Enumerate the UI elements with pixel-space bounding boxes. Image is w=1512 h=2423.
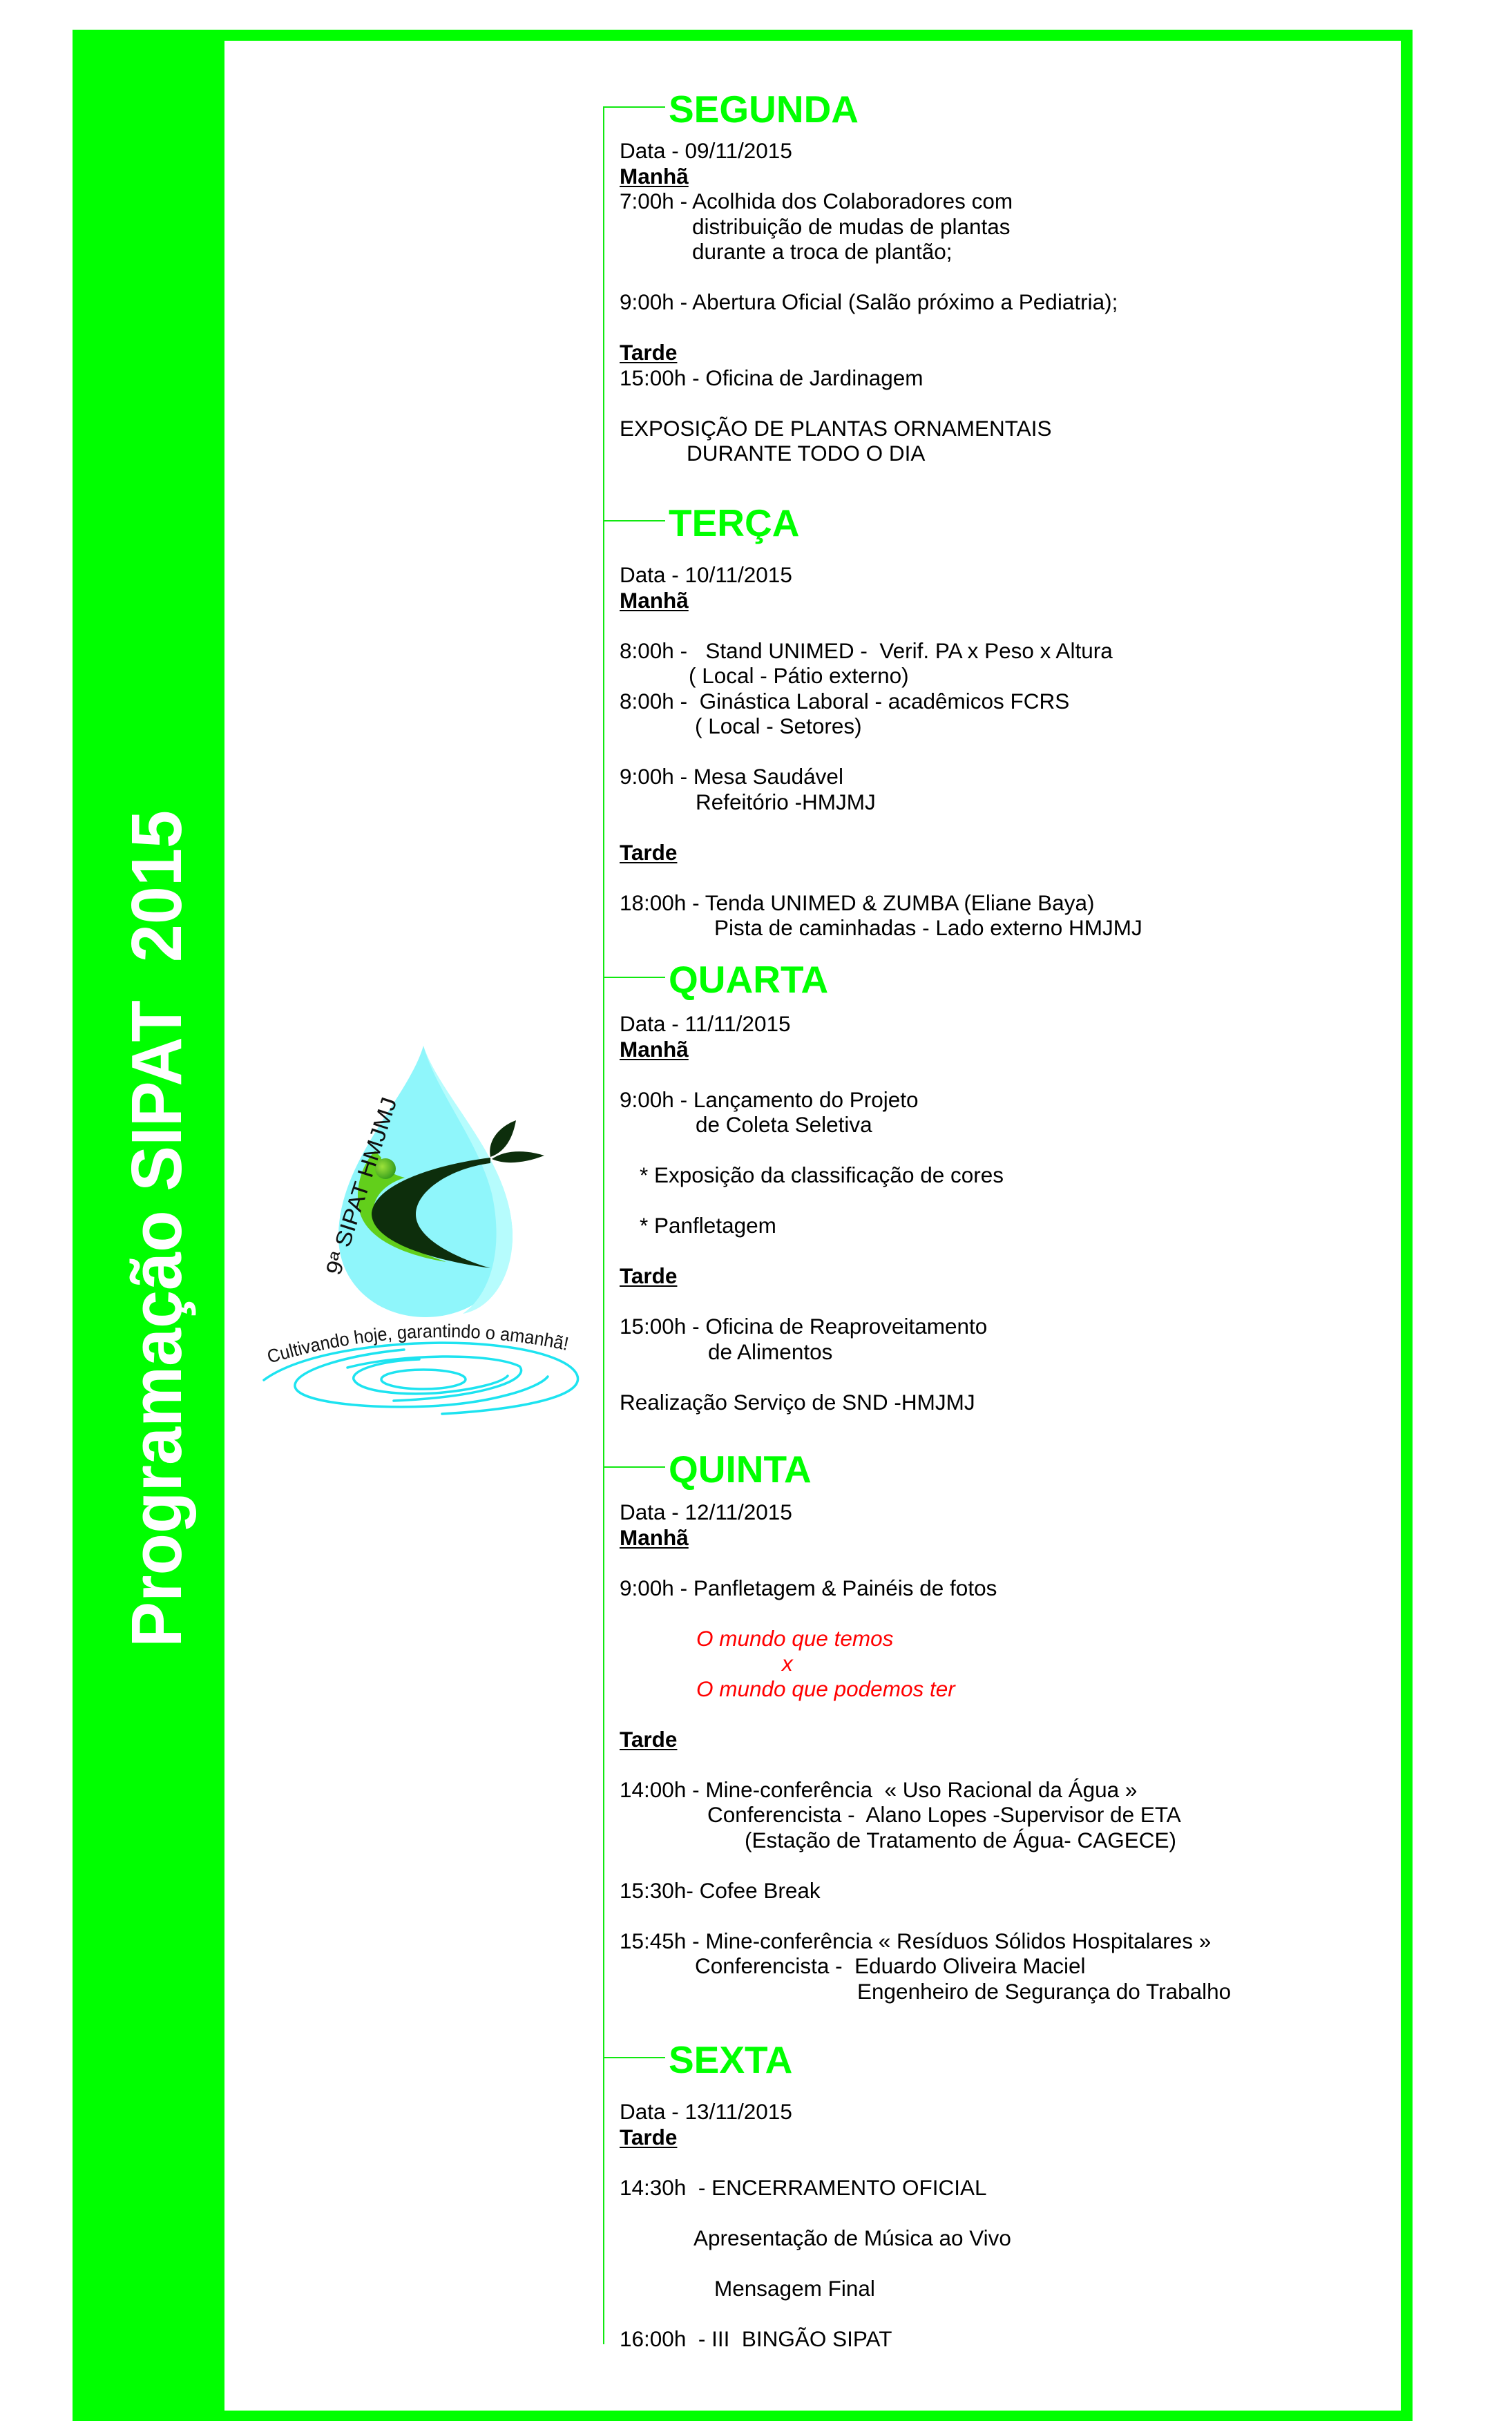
date-line: Data - 11/11/2015 — [620, 1011, 791, 1036]
spacer — [620, 265, 1393, 290]
spacer — [620, 1903, 1393, 1928]
timeline-stub-sexta — [603, 2057, 665, 2058]
vertical-title: Programação SIPAT 2015 — [117, 776, 196, 1647]
highlight-text: O mundo que temos — [696, 1625, 894, 1651]
highlight-text: O mundo que podemos ter — [696, 1676, 955, 1701]
speaker-line: Conferencista - Eduardo Oliveira Maciel — [695, 1953, 1086, 1978]
schedule-item: 7:00h - Acolhida dos Colaboradores com — [620, 189, 1013, 213]
spacer — [620, 1138, 1393, 1163]
day-section-quinta — [620, 1500, 1393, 2004]
period-label-morning: Manhã — [620, 587, 689, 613]
day-section-sexta — [620, 2099, 1393, 2351]
schedule-item: 14:00h - Mine-conferência « Uso Racional da Água » — [620, 1776, 1138, 1802]
spacer — [620, 1062, 1393, 1087]
date-line: Data - 09/11/2015 — [620, 138, 792, 163]
day-heading-quinta: QUINTA — [669, 1448, 812, 1491]
period-label-afternoon: Tarde — [620, 839, 678, 865]
speaker-line: Conferencista - Alano Lopes -Supervisor de ETA — [707, 1802, 1181, 1827]
logo-edition-text: 9ª SIPAT HMJMJ — [320, 1110, 396, 1278]
bullet-item: * Exposição da classificação de cores — [640, 1162, 1004, 1187]
spacer — [620, 613, 1393, 638]
period-label-morning: Manhã — [620, 163, 689, 189]
period-label-afternoon: Tarde — [620, 1726, 678, 1752]
schedule-item: 9:00h - Abertura Oficial (Salão próximo a Pediatria); — [620, 289, 1118, 314]
schedule-item: 14:30h - ENCERRAMENTO OFICIAL — [620, 2174, 987, 2200]
schedule-item-location: ( Local - Pátio externo) — [689, 663, 909, 688]
spacer — [620, 739, 1393, 765]
speaker-affiliation: Engenheiro de Segurança do Trabalho — [857, 1978, 1232, 2004]
day-heading-segunda: SEGUNDA — [669, 88, 859, 131]
timeline-line — [603, 106, 604, 2344]
leaves-icon — [490, 1120, 544, 1162]
spacer — [620, 1701, 1393, 1727]
period-label-afternoon: Tarde — [620, 340, 678, 365]
schedule-item: 15:00h - Oficina de Jardinagem — [620, 365, 924, 390]
schedule-item: 18:00h - Tenda UNIMED & ZUMBA (Eliane Baya) — [620, 890, 1095, 915]
spacer — [620, 2200, 1393, 2225]
spacer — [620, 865, 1393, 890]
title-band — [73, 41, 224, 2411]
spacer — [620, 2149, 1393, 2175]
exhibition-note: EXPOSIÇÃO DE PLANTAS ORNAMENTAIS — [620, 415, 1052, 441]
date-line: Data - 10/11/2015 — [620, 562, 792, 587]
period-label-afternoon: Tarde — [620, 1263, 678, 1288]
sipat-logo — [262, 1036, 594, 1430]
spacer — [620, 315, 1393, 341]
speaker-affiliation: (Estação de Tratamento de Água- CAGECE) — [745, 1827, 1177, 1852]
spacer — [620, 1364, 1393, 1390]
schedule-item: 15:45h - Mine-conferência « Resíduos Sólidos Hospitalares » — [620, 1928, 1212, 1953]
schedule-item-detail: Mensagem Final — [714, 2275, 875, 2301]
period-label-morning: Manhã — [620, 1036, 689, 1062]
spacer — [620, 1238, 1393, 1264]
schedule-item-continuation: de Coleta Seletiva — [696, 1112, 872, 1137]
spacer — [620, 1550, 1393, 1576]
schedule-note: Realização Serviço de SND -HMJMJ — [620, 1389, 975, 1415]
spacer — [620, 2301, 1393, 2326]
schedule-item: 8:00h - Stand UNIMED - Verif. PA x Peso x Altura — [620, 638, 1113, 663]
schedule-item-detail: Apresentação de Música ao Vivo — [693, 2225, 1011, 2250]
date-line: Data - 12/11/2015 — [620, 1500, 792, 1524]
timeline-stub-segunda — [603, 106, 665, 108]
schedule-item: 15:30h- Cofee Break — [620, 1877, 821, 1903]
timeline-stub-quinta — [603, 1466, 665, 1468]
schedule-item: 9:00h - Mesa Saudável — [620, 764, 843, 789]
schedule-item-continuation: durante a troca de plantão; — [692, 239, 953, 264]
period-label-morning: Manhã — [620, 1524, 689, 1550]
schedule-item-location: ( Local - Setores) — [695, 714, 862, 738]
day-heading-terca: TERÇA — [669, 501, 800, 544]
spacer — [620, 1752, 1393, 1777]
day-section-terca — [620, 562, 1393, 941]
day-section-quarta — [620, 1011, 1393, 1415]
day-heading-sexta: SEXTA — [669, 2038, 793, 2081]
schedule-item: 9:00h - Lançamento do Projeto — [620, 1086, 919, 1112]
schedule-item: 8:00h - Ginástica Laboral - acadêmicos FCRS — [620, 688, 1070, 714]
spacer — [620, 1289, 1393, 1314]
schedule-item-location: Refeitório -HMJMJ — [696, 789, 876, 814]
day-section-segunda — [620, 138, 1393, 466]
schedule-item-continuation: distribuição de mudas de plantas — [692, 213, 1011, 239]
spacer — [620, 1600, 1393, 1626]
timeline-stub-quarta — [603, 977, 665, 978]
schedule-item-continuation: de Alimentos — [708, 1339, 833, 1364]
timeline-stub-terca — [603, 520, 665, 521]
schedule-item: 15:00h - Oficina de Reaproveitamento — [620, 1314, 988, 1339]
spacer — [620, 390, 1393, 416]
spacer — [620, 2250, 1393, 2276]
schedule-item: 9:00h - Panfletagem & Painéis de fotos — [620, 1575, 997, 1600]
spacer — [620, 1852, 1393, 1878]
date-line: Data - 13/11/2015 — [620, 2099, 792, 2124]
highlight-text: x — [782, 1651, 793, 1676]
bullet-item: * Panfletagem — [640, 1213, 776, 1238]
logo-tagline: Cultivando hoje, garantindo o amanhã! — [265, 1321, 571, 1368]
spacer — [620, 814, 1393, 840]
exhibition-note-continuation: DURANTE TODO O DIA — [687, 441, 926, 466]
period-label-afternoon: Tarde — [620, 2124, 678, 2149]
spacer — [620, 1188, 1393, 1214]
day-heading-quarta: QUARTA — [669, 958, 829, 1001]
schedule-item: 16:00h - III BINGÃO SIPAT — [620, 2326, 892, 2351]
schedule-item-location: Pista de caminhadas - Lado externo HMJMJ — [714, 915, 1142, 940]
